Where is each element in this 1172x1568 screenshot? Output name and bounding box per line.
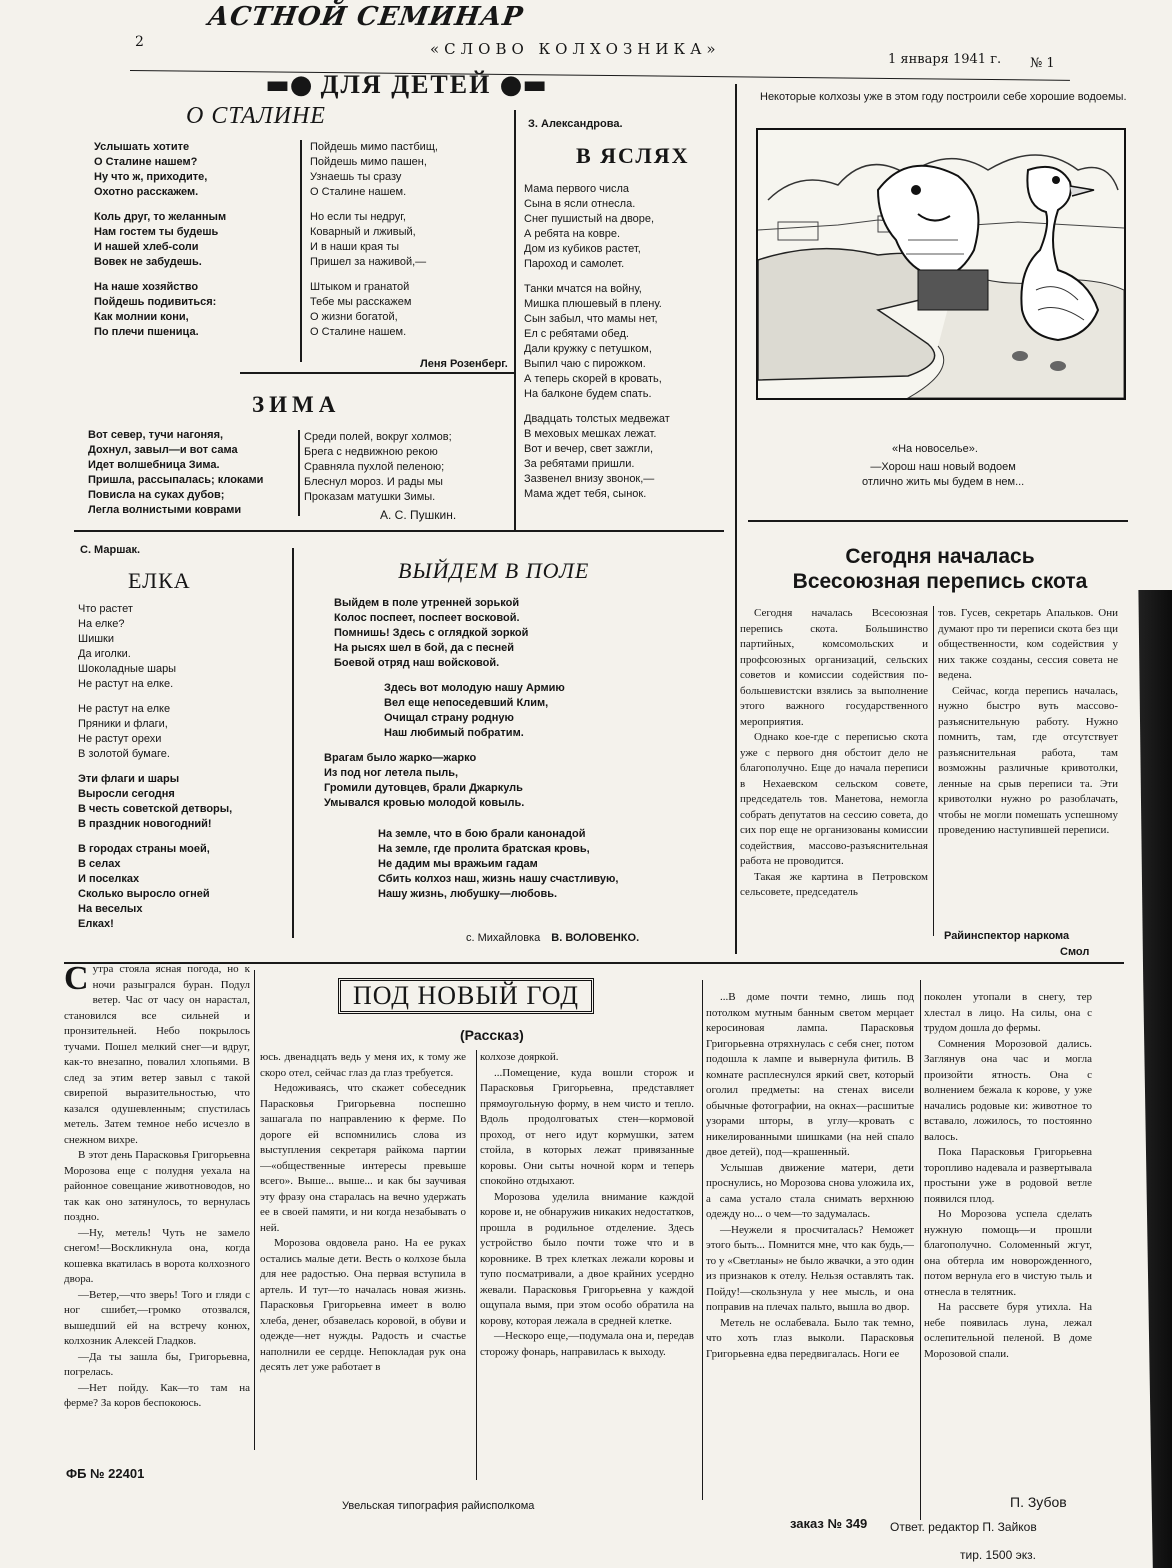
story-paragraph: Метель не ослабевала. Было так темно, что хоть глаз выколи. Парасковья Григорьевна едва передвигалась. Ноги ее: [706, 1316, 914, 1360]
footer-fb: ФБ № 22401: [66, 1466, 145, 1481]
story-paragraph: На рассвете буря утихла. На небе появилась луна, лежал ослепительной пеленой. В доме Морозовой спали.: [924, 1301, 1092, 1360]
story-paragraph: ...В доме почти темно, лишь под потолком мутным банным светом мерцает керосиновая лампа. Парасковья Григорьевна отряхнулась с себя снег, потом подошла к лампе и вывернула фитиль. В комнате расплеснулся яркий свет, который оголил предметы: на стенах висели обычные фотографии, на окнах—расшитые узорами шторы, в углу—кровать с никелированными шишками (на ней спало двое детей), под—крашенный.: [706, 991, 914, 1158]
stalin-author: Леня Розенберг.: [420, 358, 508, 370]
zima-title: ЗИМА: [252, 392, 341, 417]
stalin-col-2: [310, 140, 438, 350]
elka-poem: [78, 602, 232, 942]
column-divider: [933, 606, 934, 936]
story-paragraph: Сомнения Морозовой дались. Заглянув она час и могла произойти ятность. Она с волнением бежала к корове, у уже начались родовые ки: животное то вставало, ложилось, то постоянно валось.: [924, 1037, 1092, 1143]
census-col-2: [938, 606, 1118, 924]
story-paragraph: Но Морозова успела сделать нужную помощь—и прошли благополучно. Соломенный жгут, она обтерла им новорожденного, потом вернула его в чистую тыль и отнесла в телятник.: [924, 1208, 1092, 1298]
pole-author: В. ВОЛОВЕНКО.: [551, 932, 640, 944]
yasli-author: З. Александрова.: [528, 118, 623, 130]
column-divider: [254, 970, 255, 1450]
elka-stanza: Что растет На елке? Шишки Да иголки. Шоколадные шары Не растут на елке.: [78, 603, 177, 690]
elka-stanza: Не растут на елке Пряники и флаги, Не растут орехи В золотой бумаге.: [78, 703, 171, 760]
stalin-stanza: Коль друг, то желанным Нам гостем ты будешь И нашей хлеб-соли Вовек не забудешь.: [94, 211, 227, 268]
cartoon-drawing: [758, 130, 1124, 398]
census-signature-title: Райинспектор наркома: [944, 930, 1070, 942]
stalin-title: О СТАЛИНЕ: [186, 103, 326, 129]
story-title: ПОД НОВЫЙ ГОД: [338, 978, 594, 1014]
column-divider: [476, 1050, 477, 1480]
footer-order: заказ № 349: [790, 1516, 868, 1531]
column-divider: [702, 980, 703, 1500]
footer-circulation: тир. 1500 экз.: [960, 1548, 1036, 1562]
census-paragraph: Однако кое-где с переписью скота уже с первого дня обстоит дело не благополучно. Еще до начала переписи в Нехаевском сельском совете, председатель тов. Манетова, немогла собрать депутатов на сессию совета, до сих пор еще не организованы комиссии содействия, массово-разъяснительная работа не проводится.: [740, 731, 928, 867]
story-title-box: [338, 978, 594, 1014]
pole-stanza: На земле, что в бою брали канонадой На земле, где пролита братская кровь, Не дадим мы вражьим гадам Сбить колхоз наш, жизнь нашу счастливую, Нашу жизнь, любушку—любовь.: [378, 828, 619, 900]
story-paragraph: —Нескоро еще,—подумала она и, передав сторожу фонарь, направилась к выходу.: [480, 1330, 694, 1358]
ornament-left: ▬●: [265, 70, 313, 100]
page-number: 2: [135, 34, 146, 50]
story-paragraph: —Нет пойду. Как—то там на ферме? За коров беспокоюсь.: [64, 1381, 250, 1409]
story-paragraph: поколен утопали в снегу, тер хлестал в лицо. На силы, она с трудом дошла до фермы.: [924, 991, 1092, 1034]
story-paragraph: Недоживаясь, что скажет собеседник Парасковья Григорьевна поспешно зашагала по направлению к ферме. По дороге ей вспомнились слова из выступления секретаря райкома партии—«общественные интересы превыше всего». Выше... выше... и как бы заучивая эту фразу она старалась на вечно удержать ее в своей памяти, и ни когда незабывать о ней.: [260, 1082, 466, 1234]
pole-poem: [324, 596, 619, 912]
story-col-4: [706, 990, 914, 1510]
story-paragraph: —Ну, метель! Чуть не замело снегом!—Воскликнула она, когда кошевка вкатилась в ворота колхозного двора.: [64, 1226, 250, 1285]
yasli-stanza: Мама первого числа Сына в ясли отнесла. Снег пушистый на дворе, А ребята на ковре. Дом из кубиков растет, Пароход и самолет.: [524, 183, 655, 270]
section-divider: [735, 84, 737, 954]
yasli-title: В ЯСЛЯХ: [576, 143, 690, 168]
zima-author: А. С. Пушкин.: [380, 508, 457, 522]
kids-mid-rule: [74, 530, 724, 532]
issue-date: 1 января 1941 г.: [888, 52, 1002, 67]
story-paragraph: —Ветер,—что зверь! Того и гляди с ног сшибет,—громко отозвался, вышедший ей на встречу конюх, колхозник Алексей Гладков.: [64, 1288, 250, 1347]
zima-col-1: Вот север, тучи нагоняя, Дохнул, завыл—и вот сама Идет волшебница Зима. Пришла, рассыпалась; клоками Повисла на суках дубов; Легла волнистыми коврами: [88, 429, 264, 516]
elka-title: ЕЛКА: [128, 568, 191, 593]
column-divider: [920, 980, 921, 1520]
stalin-col-1: [94, 140, 226, 350]
zima-top-rule: [240, 372, 516, 374]
masthead-top-partial: АСТНОЙ СЕМИНАР: [205, 2, 526, 32]
column-divider: [300, 140, 302, 362]
ornament-right: ●▬: [499, 70, 547, 100]
pole-title: ВЫЙДЕМ В ПОЛЕ: [398, 558, 590, 583]
cartoon-caption-title: «На новоселье».: [892, 443, 978, 455]
elka-author: С. Маршак.: [80, 544, 141, 556]
footer-editor: Ответ. редактор П. Зайков: [890, 1520, 1037, 1534]
stalin-stanza: На наше хозяйство Пойдешь подивиться: Как молнии кони, По плечи пшеница.: [94, 281, 217, 338]
elka-stanza: Эти флаги и шары Выросли сегодня В честь советской детворы, В праздник новогодний!: [78, 773, 233, 830]
story-paragraph: Морозова овдовела рано. На ее руках остались малые дети. Весть о колхозе была для нее радостью. Она первая вступила в артель. И тут—то началась новая жизнь. Парасковья Григорьевна имеет в волю хлеба, денег, обзавелась коровой, в обуви и одежде—нет нужды. Радость и счастье наполнили ее сердце. Непокладая рук она десять лет уже работает в: [260, 1237, 466, 1373]
story-paragraph: колхозе дояркой.: [480, 1051, 559, 1063]
footer-printer: Увельская типография райисполкома: [342, 1500, 535, 1512]
census-headline-line1: Сегодня началась: [845, 545, 1035, 568]
stalin-stanza: Штыком и гранатой Тебе мы расскажем О жизни богатой, О Сталине нашем.: [310, 281, 412, 338]
story-paragraph: Морозова уделила внимание каждой корове и, не обнаружив никаких недостатков, прошла в родильное отделение. Здесь устройство было почти тоже что и в коровнике. В трех клетках лежали коровы и тупо посматривали, а двое крайних усердно жевали. Парасковья Григорьевна у каждой ощупала вымя, при этом особо обратила на корову, которая лежала в средней клетке.: [480, 1190, 694, 1327]
census-paragraph: тов. Гусев, секретарь Апальков. Они думают про ти переписи скота без щи общественности, ком содействия у них также созданы, сессия совета не ведена.: [938, 607, 1118, 681]
story-author: П. Зубов: [1010, 1494, 1067, 1510]
kids-section-title: ▬● ДЛЯ ДЕТЕЙ ●▬: [265, 70, 547, 100]
story-col-2: [260, 1050, 466, 1470]
pole-signature: [466, 932, 639, 944]
elka-stanza: В городах страны моей, В селах И поселках Сколько выросло огней На веселых Елках!: [78, 843, 210, 930]
story-paragraph: юсь. двенадцать ведь у меня их, к тому же скоро отел, сейчас глаз да глаз требуется.: [260, 1051, 466, 1079]
census-paragraph: Сегодня началась Всесоюзная перепись скота. Большинство партийных, комсомольских и профсоюзных организаций, сельских советов и комиссии содействия по-большевистски взялись за выполнение этого важного государственного мероприятия.: [740, 607, 928, 728]
stalin-stanza: Пойдешь мимо пастбищ, Пойдешь мимо пашен, Узнаешь ты сразу О Сталине нашем.: [310, 141, 438, 198]
story-col-5: [924, 990, 1092, 1470]
pole-stanza: Выйдем в поле утренней зорькой Колос поспеет, поспеет восковой. Помнишь! Здесь с оглядкой зоркой На рысях шел в бой, да с песней Боевой отряд наш войсковой.: [334, 597, 529, 669]
pole-stanza: Врагам было жарко—жарко Из под ног летела пыль, Громили дутовцев, брали Джаркуль Умывался кровью молодой ковыль.: [324, 752, 525, 809]
pole-place: с. Михайловка: [466, 932, 541, 944]
story-paragraph: Пока Парасковья Григорьевна торопливо надевала и развертывала простыни уже в родовой ветле появился плод.: [924, 1146, 1092, 1205]
scan-edge: [1124, 590, 1172, 1568]
column-divider: [298, 430, 300, 516]
stalin-stanza: Но если ты недруг, Коварный и лживый, И в наши края ты Пришел за наживой,—: [310, 211, 427, 268]
story-subtitle: (Рассказ): [460, 1027, 524, 1043]
census-paragraph: Такая же картина в Петровском сельсовете, председатель: [740, 870, 928, 898]
cartoon-intro: Некоторые колхозы уже в этом году построили себе хорошие водоемы.: [760, 91, 1127, 103]
story-paragraph: —Неужели я просчиталась? Неможет этого быть... Помнится мне, что как будь,—то у «Светланы» не было жвачки, а это один из признаков к отелу. Нельзя оставлять так. Пойду!—скользнула у нее мысль, и она поправив на плечах пальто, вышла во двор.: [706, 1223, 914, 1313]
yasli-stanza: Двадцать толстых медвежат В меховых мешках лежат. Вот и вечер, свет зажгли, За ребятами пришли. Зазвенел внизу звонок,— Мама ждет тебя, сынок.: [524, 413, 670, 500]
newspaper-name: «СЛОВО КОЛХОЗНИКА»: [430, 40, 721, 58]
zima-col-2: Среди полей, вокруг холмов; Брега с недвижною рекою Сравняла пухлой пеленою; Блеснул мороз. И рады мы Проказам матушки Зимы.: [304, 431, 452, 503]
column-divider: [292, 548, 294, 938]
story-col-1: [64, 962, 250, 1456]
census-top-rule: [748, 520, 1128, 522]
story-col-3: [480, 1050, 694, 1480]
pole-stanza: Здесь вот молодую нашу Армию Вел еще непоседевший Клим, Очищал страну родную Наш любимый побратим.: [384, 682, 565, 739]
yasli-poem: [524, 182, 670, 512]
story-paragraph: Услышав движение матери, дети проснулись, но Морозова снова уложила их, а сама устало стала снимать верхнюю одежду но... о чем—то задумалась.: [706, 1161, 914, 1220]
issue-number: № 1: [1030, 56, 1055, 71]
story-dropcap: С: [64, 962, 89, 997]
story-paragraph: ...Помещение, куда вошли сторож и Парасковья Григорьевна, представляет прямоугольную форму, в нем чисто и тепло. Вдоль продолговатых стен—кормовой проход, от него идут кормушки, затем стойла, в которых лежат привязанные коровы. Они сыты ночной корм и теперь спокойно отдыхают.: [480, 1066, 694, 1187]
cartoon-caption-text: —Хорош наш новый водоем отлично жить мы будем в нем...: [862, 461, 1025, 488]
story-paragraph: —Да ты зашла бы, Григорьевна, погрелась.: [64, 1350, 250, 1378]
census-headline: [740, 544, 1140, 594]
census-headline-line2: Всесоюзная перепись скота: [792, 570, 1088, 593]
census-paragraph: Сейчас, когда перепись началась, нужно быстро вуть массово-разъяснительную работу. Нужно помнить, там, где отсутствует разъяснительная работа, там возможны различные кривотолки, ленные на срыв переписи та. Эти кривотолки нужно ро разоблачать, чтобы не могли помешать успешному проведению наступившей переписи.: [938, 684, 1118, 836]
story-paragraph: В этот день Парасковья Григорьевна Морозова еще с полудня уехала на районное совещание животноводов, но так как оно затянулось, то вернулась поздно.: [64, 1149, 250, 1223]
story-paragraph: утра стояла ясная погода, но к ночи разыгрался буран. Подул ветер. Час от часу он нарастал, становился все сильней и пронзительней. Небо покрылось тучами. Пошел мелкий снег—и вдруг, как-то внезапно, повалил хлопьями. В след за этим ветер завыл с такой свирепой выразительностью, что казался одушевленным; спустилась метель. Затем темное небо исчезло в снежном вихре.: [64, 963, 250, 1146]
census-col-1: [740, 606, 928, 952]
yasli-stanza: Танки мчатся на войну, Мишка плюшевый в плену. Сын забыл, что мамы нет, Ел с ребятами обед. Дали кружку с петушком, Выпил чаю с пирожком. А теперь скорей в кровать, На балконе будем спать.: [524, 283, 662, 400]
census-signature-name: Смол: [1060, 946, 1090, 958]
stalin-stanza: Услышать хотите О Сталине нашем? Ну что ж, приходите, Охотно расскажем.: [94, 141, 208, 198]
column-divider: [514, 110, 516, 530]
cartoon-illustration: [756, 128, 1126, 400]
